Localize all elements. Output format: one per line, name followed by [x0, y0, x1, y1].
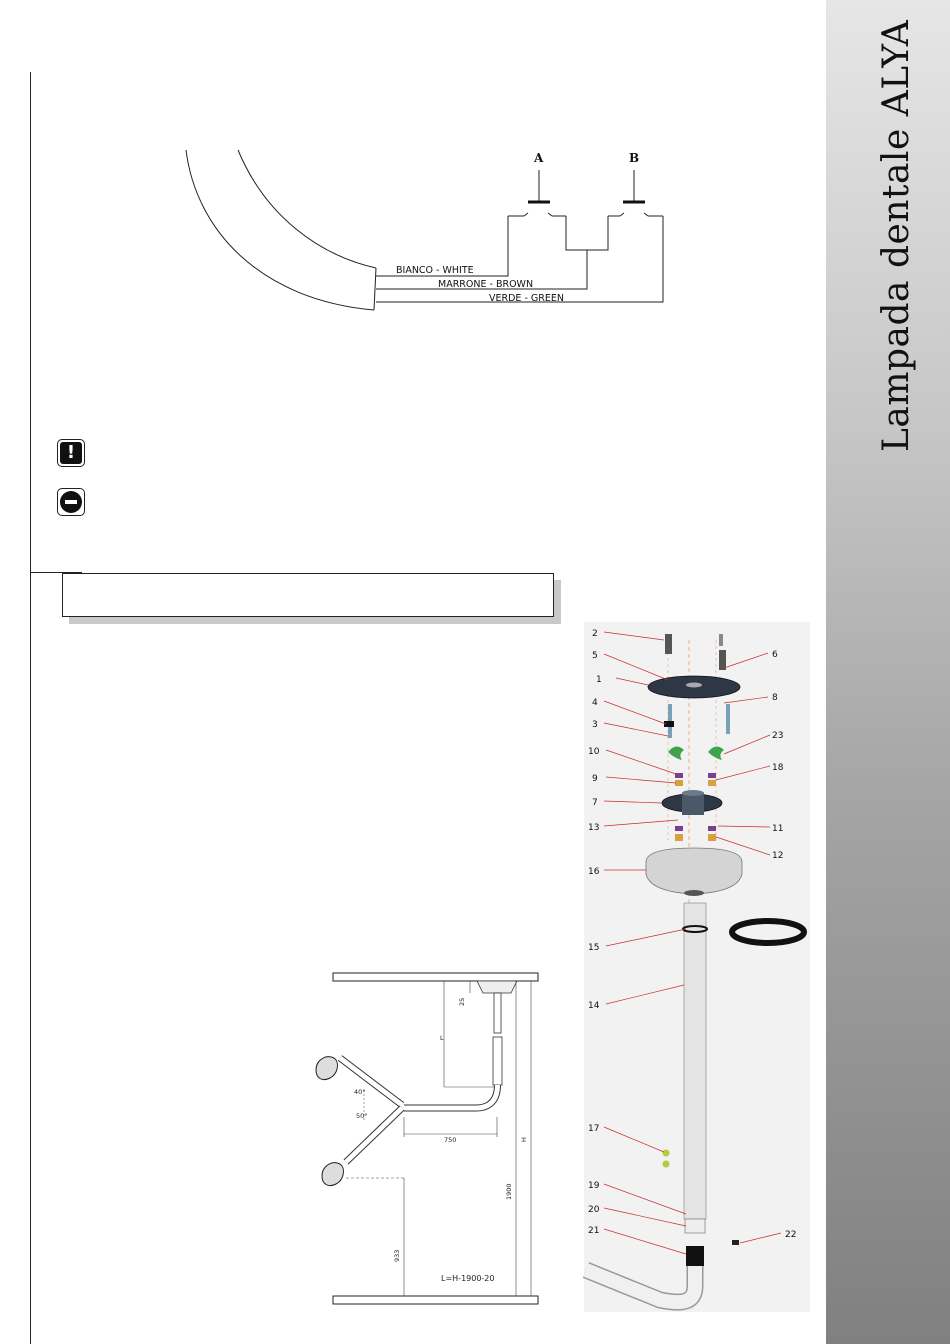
part-23: 23 [772, 731, 784, 741]
part-18: 18 [772, 763, 784, 773]
part-9: 9 [592, 774, 598, 784]
part-8: 8 [772, 693, 778, 703]
switch-a-label: A [534, 151, 544, 165]
dim-933: 933 [393, 1249, 401, 1262]
part-6: 6 [772, 650, 778, 660]
part-20: 20 [588, 1205, 600, 1215]
part-5: 5 [592, 651, 598, 661]
part-10: 10 [588, 747, 600, 757]
part-14: 14 [588, 1001, 600, 1011]
dim-750: 750 [444, 1136, 457, 1144]
dim-formula: L=H-1900-20 [441, 1274, 495, 1283]
dim-L-mark: L [440, 1034, 444, 1042]
dim-angle-40: 40° [354, 1088, 366, 1096]
part-16: 16 [588, 867, 600, 877]
part-4: 4 [592, 698, 598, 708]
document-title: Lampada dentale ALYA [876, 19, 917, 452]
switch-b-label: B [629, 151, 640, 165]
dim-angle-50: 50° [356, 1112, 368, 1120]
wire-brown-label: MARRONE - BROWN [438, 279, 534, 290]
dim-1900: 1900 [505, 1183, 513, 1200]
dim-25: 25 [458, 997, 466, 1006]
part-7: 7 [592, 798, 598, 808]
warning-icon: ! [57, 439, 85, 467]
part-3: 3 [592, 720, 598, 730]
part-17: 17 [588, 1124, 600, 1134]
part-2: 2 [592, 629, 598, 639]
part-19: 19 [588, 1181, 600, 1191]
part-15: 15 [588, 943, 600, 953]
dim-H-mark: H [520, 1137, 528, 1142]
part-22: 22 [785, 1230, 797, 1240]
part-12: 12 [772, 851, 784, 861]
wire-green-label: VERDE - GREEN [489, 293, 564, 304]
part-13: 13 [588, 823, 600, 833]
part-1: 1 [596, 675, 602, 685]
part-21: 21 [588, 1226, 600, 1236]
part-11: 11 [772, 824, 784, 834]
wire-white-label: BIANCO - WHITE [396, 265, 474, 276]
